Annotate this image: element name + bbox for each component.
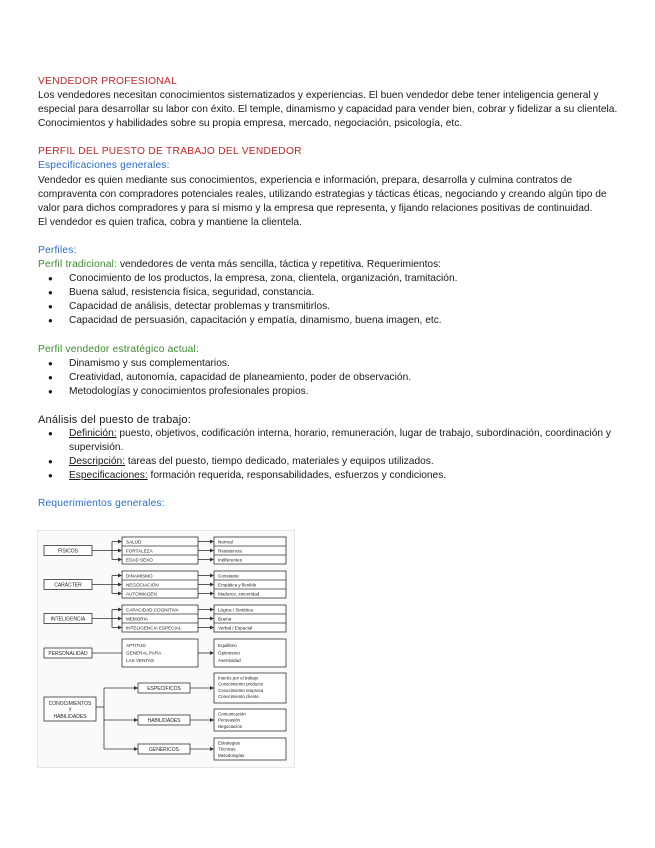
category-label: INTELIGENCIA — [50, 616, 86, 623]
arrow-head — [118, 592, 122, 596]
subcategory-label: AUTOIMAGEN — [126, 591, 157, 597]
perfiles-heading: Perfiles: — [38, 244, 77, 256]
list-item: ● Capacidad de análisis, detectar problemas y transmitirlos. — [38, 300, 618, 314]
category-label: Y — [68, 707, 72, 714]
result-label: Persuasión — [218, 717, 240, 723]
subcategory-label: EDAD SEXO — [126, 557, 153, 563]
list-item — [38, 427, 618, 455]
subcategory-label: APTITUD — [126, 643, 146, 648]
subcategory-label: ESPECÍFICOS — [147, 685, 181, 692]
arrow-head — [210, 608, 214, 612]
subcategory-label: SALUD — [126, 539, 142, 545]
arrow-head — [134, 747, 138, 751]
result-label: Normal — [218, 539, 233, 545]
category-label: CARÁCTER — [54, 582, 82, 589]
result-label: Negociación — [218, 723, 243, 729]
perfil-heading: PERFIL DEL PUESTO DE TRABAJO DEL VENDEDOR — [38, 146, 302, 158]
result-label: Comunicación — [218, 711, 246, 717]
list-item: ● Creatividad, autonomía, capacidad de planeamiento, poder de observación. — [38, 371, 618, 385]
tradicional-label: Perfil tradicional: — [38, 259, 118, 271]
arrow-head — [134, 718, 138, 722]
result-label: Verbal / Espacial — [218, 625, 253, 631]
arrow-head — [210, 574, 214, 578]
estrategico-heading: Perfil vendedor estratégico actual: — [38, 343, 200, 355]
result-label: Constante — [218, 573, 239, 579]
arrow-head — [118, 574, 122, 578]
arrow-head — [210, 540, 214, 544]
definicion-term: Definición: — [69, 427, 117, 439]
arrow-head — [210, 626, 214, 630]
result-label: Equilibrio — [218, 643, 237, 648]
arrow-head — [210, 686, 214, 690]
especificaciones-term: Especificaciones: — [69, 470, 148, 482]
result-label: Empática y flexible — [218, 582, 257, 588]
arrow-head — [118, 549, 122, 553]
arrow-head — [134, 686, 138, 690]
list-item — [38, 455, 618, 469]
subcategory-label: CAPACIDAD COGNITIVA — [126, 607, 179, 613]
subcategory-label: LAS VENTAS — [126, 658, 154, 663]
list-item: ● Buena salud, resistencia física, seguridad, constancia. — [38, 286, 618, 300]
result-label: Interés por el trabajo — [218, 675, 259, 681]
arrow-head — [118, 626, 122, 630]
subcategory-label: MEMORIA — [126, 616, 148, 622]
arrow-head — [118, 540, 122, 544]
arrow-head — [210, 747, 214, 751]
result-label: Estrategias — [218, 740, 240, 746]
arrow-head — [118, 617, 122, 621]
result-label: Conocimiento empresa — [218, 687, 264, 693]
result-label: Técnicas — [218, 746, 236, 752]
document-body — [38, 75, 618, 511]
tradicional-text: vendedores de venta más sencilla, táctica y repetitiva. Requerimientos: — [117, 259, 442, 271]
especificaciones-paragraph-2: El vendedor es quien trafica, cobra y mantiene la clientela. — [38, 216, 302, 228]
category-label: PERSONALIDAD — [48, 650, 88, 657]
arrow-head — [118, 608, 122, 612]
category-label: CONOCIMIENTOS — [48, 701, 92, 707]
list-item: ● Dinamismo y sus complementarios. — [38, 357, 618, 371]
arrow-head — [210, 592, 214, 596]
category-label: HABILIDADES — [53, 714, 87, 720]
subcategory-label: GENERAL PARA — [126, 650, 162, 656]
arrow-head — [118, 583, 122, 587]
especificaciones-paragraph: Vendedor es quien mediante sus conocimientos, experiencia e información, prepara, desarrolla y culmina contratos de compraventa con compradores potenciales reales, utilizando estrategias y tácticas éticas, negociando y creando algún tipo de valor para dichos compradores y para sí mismo y la empresa que representa, y fijando relaciones positivas de continuidad. — [38, 174, 607, 214]
requerimientos-heading: Requerimientos generales: — [38, 498, 165, 510]
arrow-head — [210, 549, 214, 553]
result-label: Indiferentes — [218, 557, 243, 563]
result-label: Metodologías — [218, 752, 245, 758]
arrow-head — [210, 651, 214, 655]
arrow-head — [210, 617, 214, 621]
tradicional-line — [38, 258, 618, 272]
especificaciones-text: formación requerida, responsabilidades, esfuerzos y condiciones. — [147, 470, 447, 482]
list-item: ● Conocimiento de los productos, la empresa, zona, clientela, organización, tramitación. — [38, 272, 618, 286]
list-item — [38, 469, 618, 483]
arrow-head — [210, 583, 214, 587]
arrow-head — [118, 558, 122, 562]
result-label: Lógica / Sintética — [218, 607, 253, 613]
category-label: FÍSICOS — [57, 548, 79, 555]
especificaciones-heading: Especificaciones generales: — [38, 160, 170, 172]
subcategory-label: HABILIDADES — [147, 717, 181, 724]
definicion-text: puesto, objetivos, codificación interna, horario, remuneración, lugar de trabajo, subordinación, coordinación y supervisión. — [69, 427, 611, 454]
subcategory-label: FORTALEZA — [126, 548, 153, 554]
arrow-head — [210, 558, 214, 562]
result-label: Madurez, sinceridad — [218, 591, 260, 597]
subcategory-label: GENÉRICOS — [148, 746, 180, 753]
requerimientos-diagram-svg — [38, 531, 294, 767]
requerimientos-diagram — [37, 530, 295, 768]
document-title: VENDEDOR PROFESIONAL — [38, 76, 178, 87]
result-label: Buena — [218, 616, 232, 622]
tradicional-list — [38, 272, 618, 328]
result-label: Asertividad — [218, 658, 241, 663]
list-item: ● Metodologías y conocimientos profesionales propios. — [38, 385, 618, 399]
arrow-head — [210, 718, 214, 722]
estrategico-list — [38, 357, 618, 399]
result-label: Conocimiento producto — [218, 681, 264, 687]
subcategory-label: DINAMISMO — [126, 573, 153, 579]
subcategory-label: NEGOCIACIÓN — [126, 582, 159, 588]
descripcion-term: Descripción: — [69, 456, 126, 468]
list-item: ● Capacidad de persuasión, capacitación y empatía, dinamismo, buena imagen, etc. — [38, 314, 618, 328]
analisis-heading: Análisis del puesto de trabajo: — [38, 413, 191, 426]
result-label: Optimismo — [218, 650, 240, 656]
result-label: Resistencia — [218, 548, 242, 554]
analisis-list — [38, 427, 618, 483]
result-label: Conocimiento cliente — [218, 694, 259, 700]
descripcion-text: tareas del puesto, tiempo dedicado, materiales y equipos utilizados. — [125, 456, 434, 468]
intro-paragraph: Los vendedores necesitan conocimientos sistematizados y experiencias. El buen vendedor debe tener inteligencia general y especial para desarrollar su labor con éxito. El temple, dinamismo y capacidad para vender bien, cobrar y fidelizar a su clientela. Conocimientos y habilidades sobre su propia empresa, mercado, negociación, psicología, etc. — [38, 90, 618, 130]
subcategory-label: INTELIGENCIA ESPECIAL — [126, 625, 182, 631]
